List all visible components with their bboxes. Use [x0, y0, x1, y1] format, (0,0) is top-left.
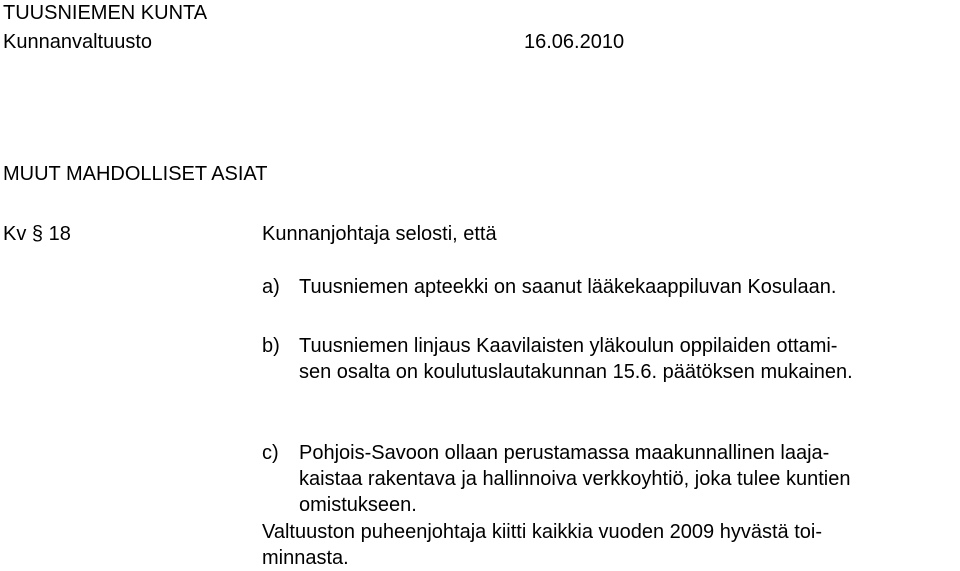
list-item-a	[262, 274, 942, 300]
item-text-line: kaistaa rakentava ja hallinnoiva verkkoyhtiö, joka tulee kuntien	[299, 468, 851, 490]
closing-paragraph	[262, 519, 822, 571]
item-text-line: omistukseen.	[299, 494, 417, 516]
item-text-line: sen osalta on koulutuslautakunnan 15.6. päätöksen mukainen.	[299, 361, 853, 383]
closing-line: Valtuuston puheenjohtaja kiitti kaikkia vuoden 2009 hyvästä toi-	[262, 521, 822, 543]
item-marker: a)	[262, 276, 280, 298]
item-text-line: Tuusniemen linjaus Kaavilaisten yläkoulun oppilaiden ottami-	[299, 335, 838, 357]
closing-line: minnasta.	[262, 547, 349, 569]
municipality-name: TUUSNIEMEN KUNTA	[3, 2, 208, 24]
item-marker: c)	[262, 442, 279, 464]
case-intro: Kunnanjohtaja selosti, että	[262, 223, 497, 245]
council-name: Kunnanvaltuusto	[3, 31, 153, 53]
item-text-line: Tuusniemen apteekki on saanut lääkekaappiluvan Kosulaan.	[299, 276, 837, 298]
item-text-line: Pohjois-Savoon ollaan perustamassa maakunnallinen laaja-	[299, 442, 830, 464]
case-number: Kv § 18	[3, 223, 71, 245]
item-marker: b)	[262, 335, 280, 357]
section-title: MUUT MAHDOLLISET ASIAT	[3, 163, 268, 185]
list-item-c	[262, 440, 942, 518]
meeting-date: 16.06.2010	[524, 31, 625, 53]
list-item-b	[262, 333, 942, 385]
